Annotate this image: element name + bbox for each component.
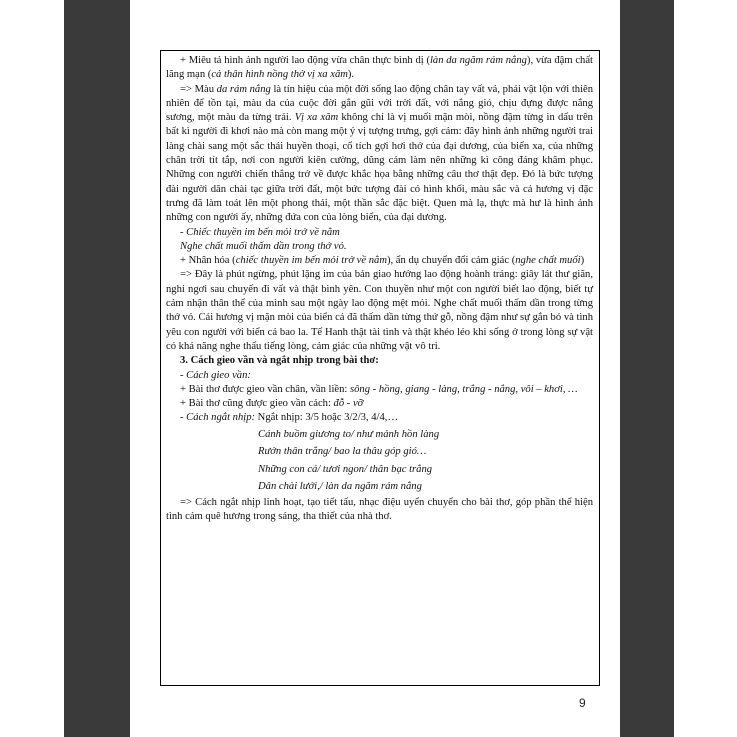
verse-line-1: - Chiếc thuyền im bến mỏi trở về nằm	[180, 226, 340, 238]
viewer-background-right	[620, 0, 674, 737]
paragraph-rhyme-1: + Bài thơ được gieo vần chân, vần liền: sông - hồng, giang - làng, trắng - nắng, vôi – khơi, …	[180, 383, 578, 395]
paragraph-personification: + Nhân hóa (chiếc thuyền im bến mỏi trở về nằm), ẩn dụ chuyển đổi cảm giác (nghe chất muối)	[180, 255, 585, 267]
paragraph-final: => Cách ngắt nhịp linh hoạt, tạo tiết tấu, nhạc điệu uyển chuyển cho bài thơ, góp phần thể hiện tình cảm quê hương trong sáng, tha thiết của nhà thơ.	[166, 496, 593, 523]
page-content	[166, 54, 593, 524]
paragraph-analysis: => Màu da rám nắng là tín hiệu của một đời sống lao động chân tay vất vả, phải vật lộn với thiên nhiên để tồn tại, màu da của cuộc đời gắn gũi với trời đất, với nắng gió, chịu đựng được nắng sương, một màu da từng trải. Vị xa xăm không chỉ là vị muối mặn mòi, nồng đậm từng in dấu trên bất kì người đi khơi nào mà còn mang một ý vị tượng trưng, gợi cảm: đây hình ảnh những người trai làng chài sang một sắc thái huyền thoại, cổ tích gợi hơi thở của đại dương, của biển xa, của những chân trời tít tắp, nơi con người kiên cường, dũng cảm làm nên những kì công đáng khâm phục. Những con người chiến thắng trở về được khắc họa bằng những câu thơ thật đẹp. Đó là bức tượng đài người dân chài tạc giữa trời đất, một bức tượng đài có hình khối, màu sắc và cả hương vị đặc trưng đã làm toát lên một phong thái, một thần sắc đặc biệt. Quen mà lạ, thực mà hư là hình ảnh những con người ấy, những đứa con của lòng biển, của đại dương.	[166, 83, 594, 224]
page-number: 9	[579, 696, 586, 710]
verse-line-2: Nghe chất muối thấm dần trong thớ vỏ.	[180, 240, 347, 252]
poem-line: Rướn thân trắng/ bao la thâu góp gió…	[258, 446, 427, 458]
poem-line: Cánh buồm giương to/ như mảnh hồn làng	[258, 428, 440, 440]
paragraph-description: + Miêu tả hình ảnh người lao động vừa chân thực bình dị (làn da ngăm rám nắng), vừa đậm chất lãng mạn (cả thân hình nồng thở vị xa xăm).	[166, 55, 593, 81]
poem-line: Dân chài lưới,/ làn da ngăm rám nắng	[258, 481, 422, 493]
paragraph-rhythm: - Cách ngắt nhịp: Ngắt nhịp: 3/5 hoặc 3/2/3, 4/4,…	[180, 412, 399, 424]
viewer-background-left	[64, 0, 130, 737]
poem-line: Những con cá/ tươi ngon/ thân bạc trắng	[258, 463, 433, 475]
section-heading: 3. Cách gieo vần và ngắt nhịp trong bài thơ:	[180, 355, 379, 367]
paragraph-conclusion: => Đây là phút ngừng, phút lặng im của bản giao hưởng lao động hoành tráng: giây lát thư giãn, nghỉ ngơi sau chuyến đi vất và thật bình yên. Con thuyền như một con người biết lao động, biết tự cảm nhận thân thể của mình sau một ngày lao động mệt mỏi. Nghe chất muối thấm dần trong từng thớ vỏ. Cái hương vị mặn mòi của biển cả đã thấm dần từng thứ gỗ, nồng đậm như sự gắn bó và tình yêu con người với biển cả bao la. Tế Hanh thật tài tình và thật khéo léo khi sống ở trong lòng sự vật có khả năng nghe thấu tiếng lòng, cảm giác của những vật vô tri.	[166, 269, 593, 352]
subheading-rhyme: - Cách gieo vần:	[180, 369, 251, 381]
paragraph-rhyme-2: + Bài thơ cũng được gieo vần cách: đỗ - vỡ	[180, 398, 364, 410]
